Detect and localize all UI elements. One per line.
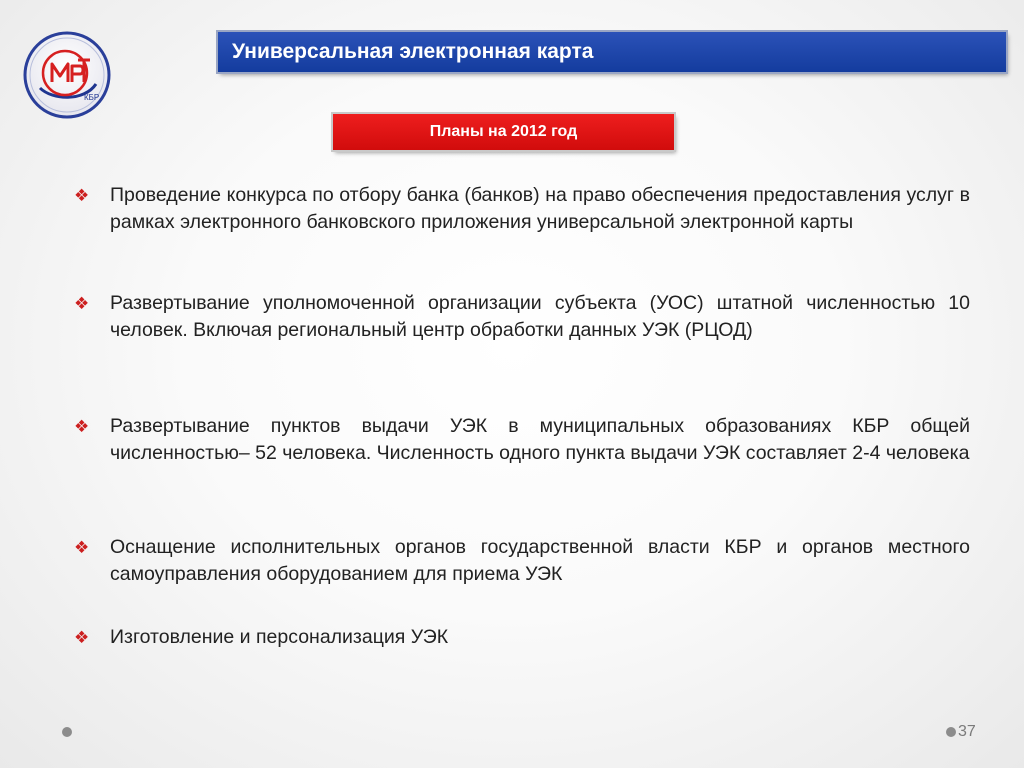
bullet-text: Развертывание пунктов выдачи УЭК в муниципальных образованиях КБР общей численностью– 52 человека. Численность одного пункта выдачи УЭК составляет 2-4 человека (110, 415, 970, 464)
bullet-item-uos-deployment (74, 290, 970, 413)
logo-emblem-icon (22, 30, 112, 120)
footer-dot-left (62, 727, 72, 737)
organization-logo (22, 30, 112, 120)
slide-title: Универсальная электронная карта (218, 32, 1006, 72)
bullet-item-card-production (74, 624, 970, 651)
bullet-item-bank-tender (74, 182, 970, 290)
diamond-bullet-icon: ❖ (74, 417, 90, 437)
diamond-bullet-icon: ❖ (74, 538, 90, 558)
bullet-text: Проведение конкурса по отбору банка (банков) на право обеспечения предоставления услуг в рамках электронного банковского приложения универсальной электронной карты (110, 184, 970, 233)
diamond-bullet-icon: ❖ (74, 186, 90, 206)
page-number: 37 (958, 723, 976, 740)
plans-badge: Планы на 2012 год (333, 114, 674, 150)
logo-label: КБР (84, 93, 100, 102)
footer-dot-right (946, 727, 956, 737)
bullet-text: Оснащение исполнительных органов государственной власти КБР и органов местного самоуправления оборудованием для приема УЭК (110, 536, 970, 585)
bullet-text: Развертывание уполномоченной организации субъекта (УОС) штатной численностью 10 человек. Включая региональный центр обработки данных УЭК (РЦОД) (110, 292, 970, 341)
diamond-bullet-icon: ❖ (74, 294, 90, 314)
diamond-bullet-icon: ❖ (74, 628, 90, 648)
bullet-list (74, 182, 970, 651)
bullet-item-issuance-points (74, 413, 970, 534)
bullet-item-equipment (74, 534, 970, 624)
bullet-text: Изготовление и персонализация УЭК (110, 626, 449, 648)
